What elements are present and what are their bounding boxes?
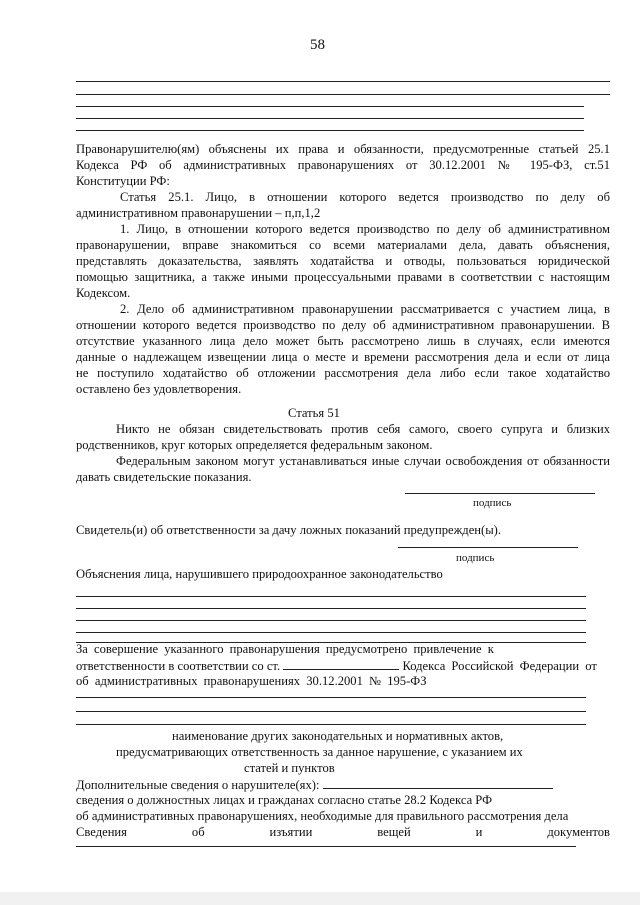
- article-25-text: 1. Лицо, в отношении которого ведется производство по делу об административном: [120, 222, 610, 236]
- signature-line: [398, 547, 578, 548]
- additional-info-label: [76, 776, 553, 793]
- article-25-text: отношении которого ведется производство по делу об административном правонарушении. В: [76, 318, 610, 332]
- seizure-word: Сведения: [76, 825, 127, 839]
- blank-line: [76, 81, 610, 82]
- explanation-line: [76, 632, 586, 633]
- seizure-word: изъятии: [269, 825, 313, 839]
- liability-text: [76, 657, 597, 674]
- article-number-blank: [283, 657, 399, 670]
- additional-info-text: сведения о должностных лицах и гражданах согласно статье 28.2 Кодекса РФ: [76, 793, 493, 807]
- additional-info-text: Дополнительные сведения о нарушителе(ях):: [76, 778, 320, 792]
- page-bottom-edge: [0, 892, 640, 905]
- blank-line: [76, 94, 610, 95]
- intro-line: Правонарушителю(ям) объяснены их права и обязанности, предусмотренные статьей 25.1: [76, 142, 610, 156]
- liability-text-part: Кодекса Российской Федерации от: [402, 659, 597, 673]
- witness-warning: Свидетель(и) об ответственности за дачу ложных показаний предупрежден(ы).: [76, 523, 502, 537]
- article-25-text: оставлено без удовлетворения.: [76, 382, 242, 396]
- article-25-text: 2. Дело об административном правонарушении рассматривается с участием лица, в: [120, 302, 610, 316]
- blank-line: [76, 724, 586, 725]
- article-51-text: Федеральным законом могут устанавливаться иные случаи освобождения от обязанности: [116, 454, 610, 468]
- article-25-text: правонарушении, вправе знакомиться со всеми материалами дела, давать объяснения,: [76, 238, 610, 252]
- article-51-text: Никто не обязан свидетельствовать против себя самого, своего супруга и близких: [116, 422, 610, 436]
- blank-line: [76, 711, 586, 712]
- article-25-text: не поступило ходатайство об отложении рассмотрения дела либо если такое ходатайство: [76, 366, 610, 380]
- liability-text: об административных правонарушениях 30.12.2001 № 195-ФЗ: [76, 674, 427, 688]
- intro-line: Кодекса РФ об административных правонарушениях от 30.12.2001 № 195-ФЗ, ст.51: [76, 158, 610, 172]
- article-25-text: Кодексом.: [76, 286, 131, 300]
- blank-line: [76, 130, 584, 131]
- article-25-text: отсутствие указанного лица дело может быть рассмотрено лишь в случаях, если имеются: [76, 334, 610, 348]
- seizure-word: документов: [547, 825, 610, 839]
- blank-line: [76, 106, 584, 107]
- blank-line: [76, 846, 576, 847]
- explanations-label: Объяснения лица, нарушившего природоохранное законодательство: [76, 567, 443, 581]
- article-25-text: помощью защитника, а также иными процессуальными правами в соответствии с настоящим: [76, 270, 610, 284]
- blank-line: [76, 118, 584, 119]
- intro-line: Конституции РФ:: [76, 174, 170, 188]
- explanation-line: [76, 608, 586, 609]
- liability-text: За совершение указанного правонарушения предусмотрено привлечение к: [76, 642, 494, 656]
- article-51-text: давать свидетельские показания.: [76, 470, 252, 484]
- article-25-text: данные о надлежащем извещении лица о месте и времени рассмотрения дела и если от лица: [76, 350, 610, 364]
- seizure-word: и: [475, 825, 483, 839]
- page-number: 58: [310, 37, 325, 53]
- seizure-word: об: [191, 825, 205, 839]
- explanation-line: [76, 620, 586, 621]
- acts-caption: статей и пунктов: [244, 761, 335, 775]
- article-25-heading: Статья 25.1. Лицо, в отношении которого ведется производство по делу об: [120, 190, 610, 204]
- signature-caption: подпись: [473, 497, 512, 509]
- article-51-title: Статья 51: [288, 406, 340, 420]
- article-51-text: родственников, круг которых определяется федеральным законом.: [76, 438, 433, 452]
- additional-info-text: об административных правонарушениях, необходимые для правильного рассмотрения дела: [76, 809, 569, 823]
- seizure-label: [76, 824, 610, 840]
- additional-info-blank: [323, 776, 553, 789]
- article-25-heading: административном правонарушении – п,п,1,2: [76, 206, 321, 220]
- blank-line: [76, 697, 586, 698]
- acts-caption: предусматривающих ответственность за данное нарушение, с указанием их: [116, 745, 523, 759]
- seizure-word: вещей: [377, 825, 411, 839]
- acts-caption: наименование других законодательных и нормативных актов,: [172, 729, 504, 743]
- article-25-text: представлять доказательства, заявлять ходатайства и отводы, пользоваться юридической: [76, 254, 610, 268]
- explanation-line: [76, 596, 586, 597]
- liability-text-part: ответственности в соответствии со ст.: [76, 659, 281, 673]
- signature-line: [405, 493, 595, 494]
- signature-caption: подпись: [456, 552, 495, 564]
